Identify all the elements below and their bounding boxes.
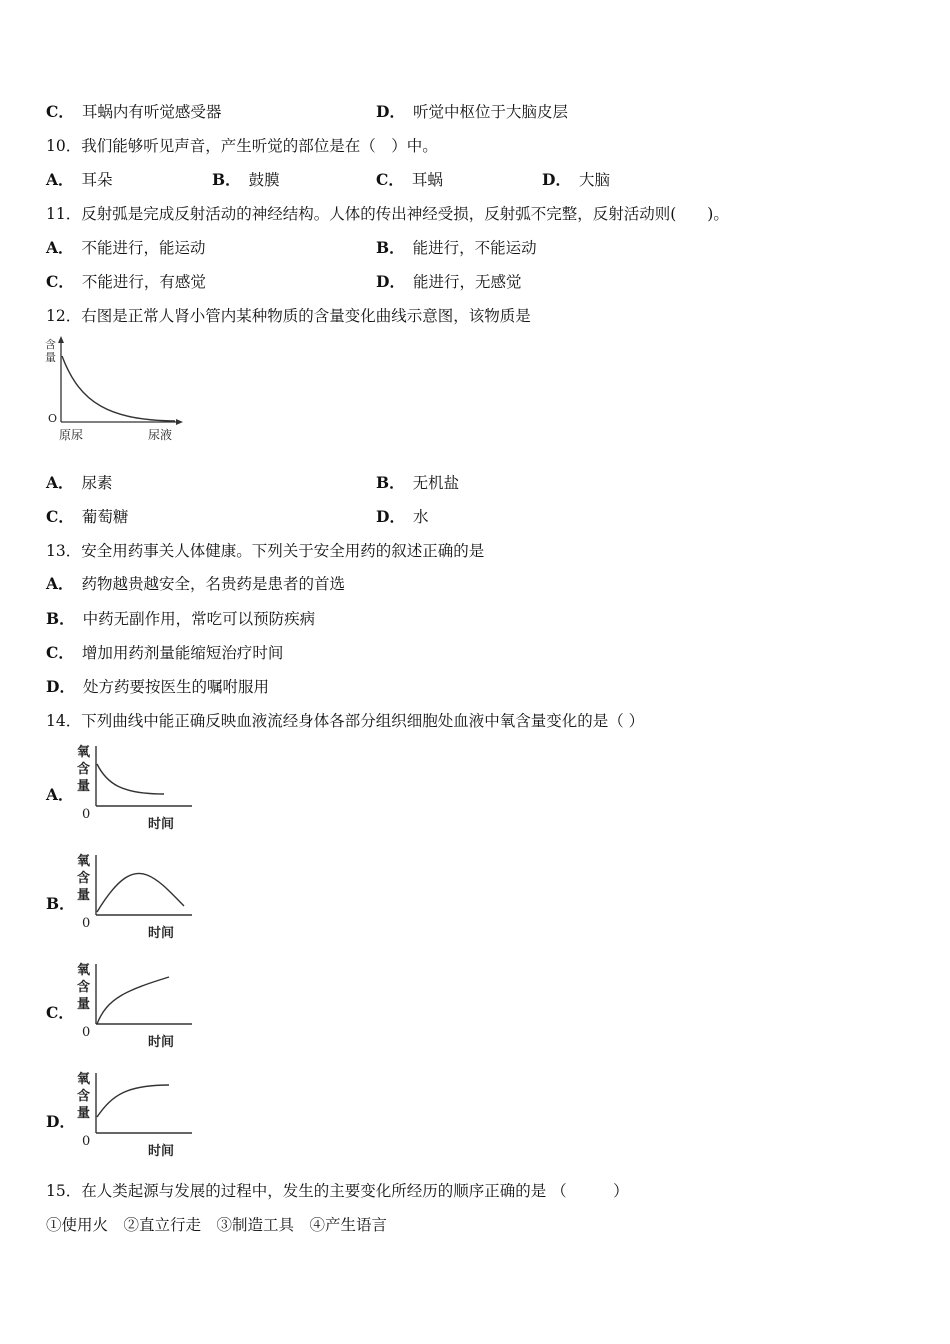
q14-option-c-letter: C． (46, 1003, 74, 1022)
q11-option-a (46, 238, 206, 258)
q13-option-d (46, 677, 269, 697)
origin-label: 0 (82, 1134, 91, 1149)
q9-option-c (46, 102, 221, 122)
y-label-char-2: 含 (77, 1089, 91, 1104)
option-letter: D． (376, 507, 405, 526)
q13-option-c (46, 643, 283, 663)
option-letter: A． (46, 238, 74, 257)
x-label: 时间 (148, 817, 175, 832)
option-letter: A． (46, 473, 74, 492)
oxygen-curve (97, 873, 184, 912)
option-letter: C． (46, 102, 74, 121)
q10-option-d (542, 170, 610, 190)
y-axis-arrow (58, 336, 64, 343)
q14-graph-a (72, 740, 197, 832)
option-letter: B． (376, 238, 405, 257)
q11-option-b (376, 238, 537, 258)
q9-option-d (376, 102, 568, 122)
option-text: 能进行，不能运动 (412, 239, 537, 257)
q12-stem: 12．右图是正常人肾小管内某种物质的含量变化曲线示意图，该物质是 (46, 307, 531, 325)
option-text: 能进行，无感觉 (412, 273, 522, 291)
q14-stem: 14．下列曲线中能正确反映血液流经身体各部分组织细胞处血液中氧含量变化的是（ ） (46, 712, 645, 730)
option-text: 鼓膜 (248, 171, 280, 189)
y-label-char-2: 含 (77, 871, 91, 886)
option-letter: A． (46, 170, 74, 189)
q12-option-d (376, 507, 428, 527)
option-letter: D． (46, 677, 75, 696)
x-start-label: 原尿 (59, 428, 84, 442)
oxygen-curve (97, 977, 169, 1024)
q13-stem: 13．安全用药事关人体健康。下列关于安全用药的叙述正确的是 (46, 542, 485, 560)
x-end-label: 尿液 (148, 428, 173, 442)
q15-items: ①使用火 ②直立行走 ③制造工具 ④产生语言 (46, 1216, 388, 1234)
option-text: 中药无副作用，常吃可以预防疾病 (82, 610, 316, 628)
q14-graph-c (72, 958, 197, 1050)
q14-option-b-letter: B． (46, 894, 75, 913)
option-letter: B． (212, 170, 241, 189)
x-label: 时间 (148, 1035, 175, 1050)
option-letter: C． (46, 507, 74, 526)
q12-option-a (46, 473, 113, 493)
content-curve (62, 356, 175, 421)
option-letter: C． (376, 170, 404, 189)
option-text: 葡萄糖 (81, 508, 129, 526)
option-letter: A． (46, 574, 74, 593)
option-letter: C． (46, 272, 74, 291)
option-letter: C． (46, 643, 74, 662)
option-letter: D． (542, 170, 571, 189)
q11-option-d (376, 272, 521, 292)
y-label-char-2: 量 (45, 351, 56, 364)
option-text: 耳蜗 (411, 171, 443, 189)
y-label-char-3: 量 (77, 997, 91, 1012)
oxygen-curve (97, 764, 164, 794)
q10-option-c (376, 170, 443, 190)
y-label-char-2: 含 (77, 980, 91, 995)
option-letter: D． (376, 272, 405, 291)
graph-frame (77, 1071, 192, 1159)
y-label-char-3: 量 (77, 1106, 91, 1121)
y-label-char-1: 氧 (77, 745, 91, 760)
q11-option-c (46, 272, 206, 292)
origin-label: 0 (82, 1025, 91, 1040)
q13-option-a (46, 574, 345, 594)
option-letter: D． (376, 102, 405, 121)
q15-stem: 15．在人类起源与发展的过程中，发生的主要变化所经历的顺序正确的是 （ ） (46, 1182, 629, 1200)
graph-frame (77, 962, 192, 1050)
origin-label: 0 (82, 916, 91, 931)
q14-graph-b (72, 849, 197, 941)
q12-graph (40, 334, 185, 446)
y-label-char-1: 氧 (77, 1072, 91, 1087)
q10-stem: 10．我们能够听见声音，产生听觉的部位是在（ ）中。 (46, 137, 438, 155)
y-label-char-3: 量 (77, 779, 91, 794)
option-letter: B． (376, 473, 405, 492)
option-text: 处方药要按医生的嘱咐服用 (82, 678, 269, 696)
q12-option-c (46, 507, 128, 527)
option-text: 无机盐 (412, 474, 460, 492)
x-axis-arrow (176, 419, 183, 425)
option-letter: B． (46, 609, 75, 628)
option-text: 不能进行，能运动 (81, 239, 206, 257)
q14-graph-d (72, 1067, 197, 1159)
option-text: 水 (412, 508, 429, 526)
y-label-char-1: 氧 (77, 963, 91, 978)
option-text: 不能进行，有感觉 (81, 273, 206, 291)
y-label-char-1: 氧 (77, 854, 91, 869)
q12-option-b (376, 473, 459, 493)
y-label-char-3: 量 (77, 888, 91, 903)
q10-option-a (46, 170, 113, 190)
option-text: 耳朵 (81, 171, 113, 189)
q14-option-d-letter: D． (46, 1112, 75, 1131)
option-text: 听觉中枢位于大脑皮层 (412, 103, 568, 121)
y-label-char-2: 含 (77, 762, 91, 777)
q14-option-a-letter: A． (46, 785, 74, 804)
x-label: 时间 (148, 1144, 175, 1159)
option-text: 增加用药剂量能缩短治疗时间 (81, 644, 284, 662)
option-text: 尿素 (81, 474, 113, 492)
q10-option-b (212, 170, 280, 190)
q11-stem: 11．反射弧是完成反射活动的神经结构。人体的传出神经受损，反射弧不完整，反射活动则( )。 (46, 205, 729, 223)
q13-option-b (46, 609, 315, 629)
option-text: 大脑 (578, 171, 610, 189)
x-label: 时间 (148, 926, 175, 941)
origin-label: O (48, 412, 58, 425)
origin-label: 0 (82, 807, 91, 822)
option-text: 耳蜗内有听觉感受器 (81, 103, 222, 121)
oxygen-curve (97, 1085, 169, 1117)
y-label-char-1: 含 (45, 338, 56, 351)
option-text: 药物越贵越安全，名贵药是患者的首选 (81, 575, 346, 593)
graph-frame (77, 744, 192, 832)
